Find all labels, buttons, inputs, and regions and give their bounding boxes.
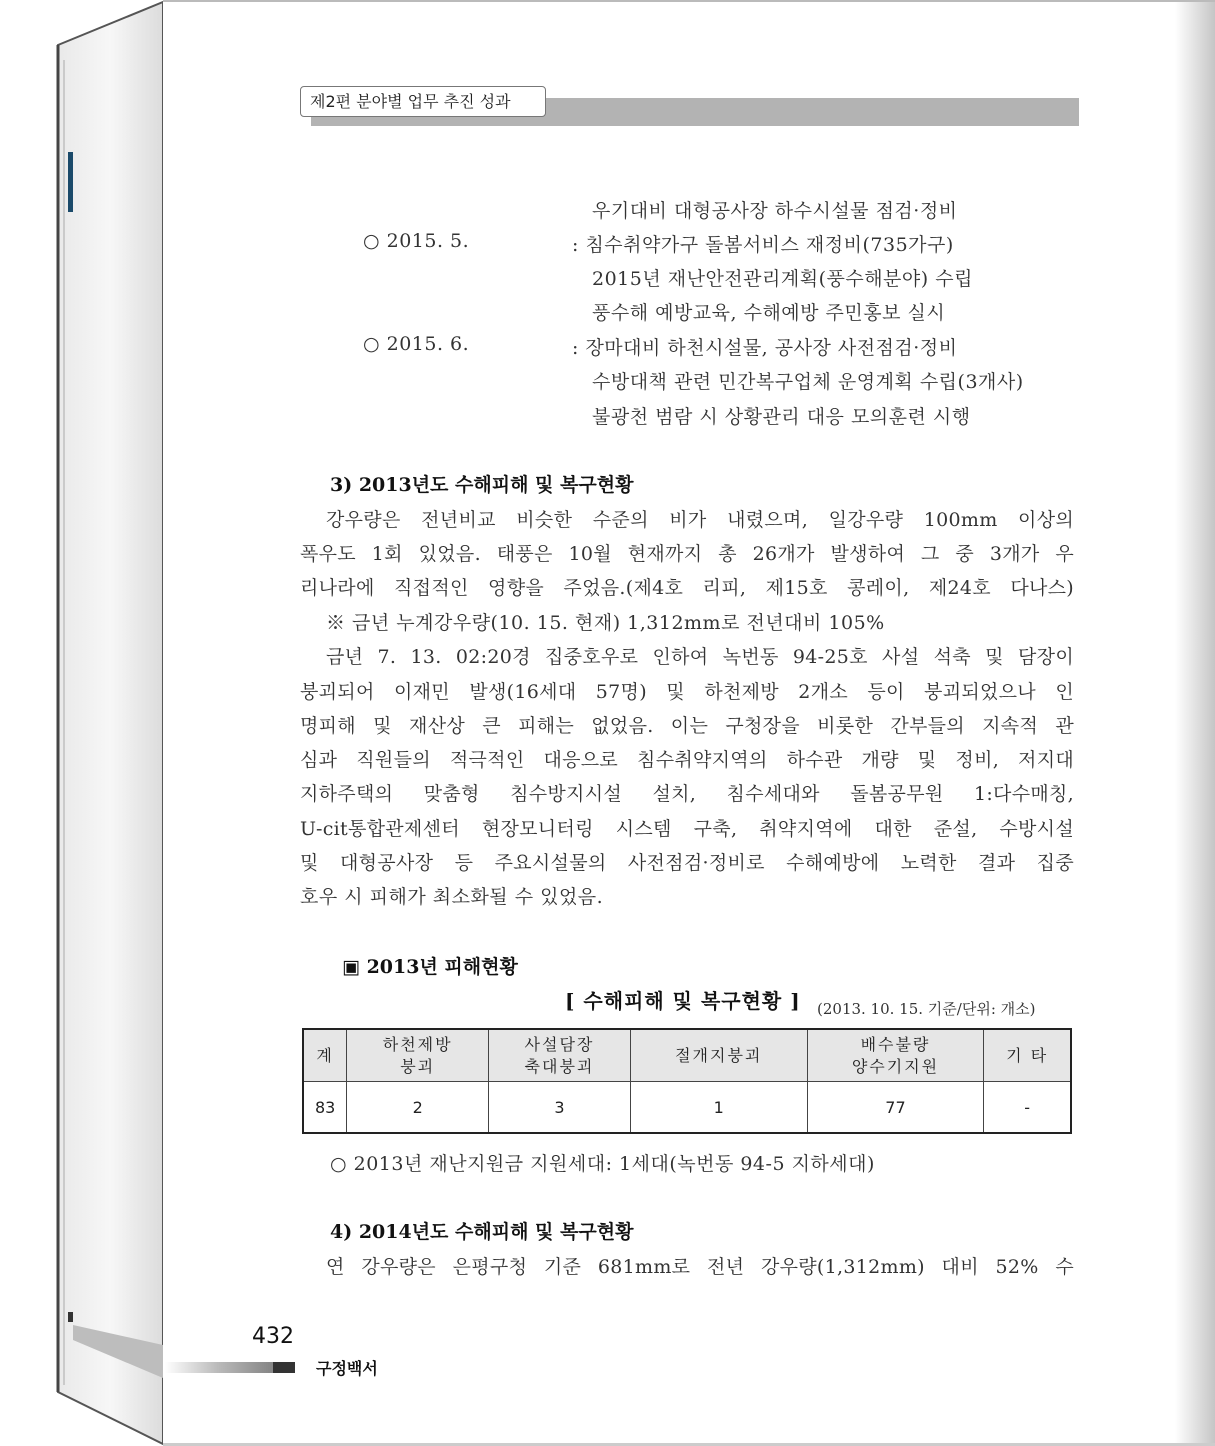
paragraph-line: 금년 7. 13. 02:20경 집중호우로 인하여 녹번동 94-25호 사설 석축 및 담장이 — [326, 646, 1074, 668]
schedule-line: 2015년 재난안전관리계획(풍수해분야) 수립 — [592, 268, 973, 290]
table-cell: 3 — [489, 1082, 631, 1134]
table-header-cell: 계 — [303, 1029, 347, 1082]
damage-subheading: ▣ 2013년 피해현황 — [342, 956, 518, 978]
table-title: [ 수해피해 및 복구현황 ] — [565, 989, 801, 1013]
schedule-line: 불광천 범람 시 상황관리 대응 모의훈련 시행 — [592, 406, 971, 428]
chapter-header: 제2편 분야별 업무 추진 성과 — [300, 86, 546, 117]
schedule-date: ○ 2015. 6. — [363, 333, 470, 355]
table-cell: 77 — [807, 1082, 984, 1134]
table-cell: 2 — [347, 1082, 489, 1134]
paragraph-line: 리나라에 직접적인 영향을 주었음.(제4호 리피, 제15호 콩레이, 제24호 다나스) — [300, 577, 1074, 599]
table-header-cell: 절개지붕괴 — [630, 1029, 807, 1082]
schedule-line: : 침수취약가구 돌봄서비스 재정비(735가구) — [572, 234, 954, 256]
page-edge-shadow — [1175, 0, 1215, 1446]
rainfall-note: ※ 금년 누계강우량(10. 15. 현재) 1,312mm로 전년대비 105% — [326, 612, 885, 634]
table-header-row — [303, 1029, 1071, 1082]
table-cell: - — [984, 1082, 1071, 1134]
page-number: 432 — [252, 1324, 294, 1349]
schedule-date: ○ 2015. 5. — [363, 230, 470, 252]
page-top-edge — [163, 0, 1215, 2]
schedule-line: 풍수해 예방교육, 수해예방 주민홍보 실시 — [592, 302, 946, 324]
paragraph-line: 폭우도 1회 있었음. 태풍은 10월 현재까지 총 26개가 발생하여 그 중 3개가 우 — [300, 543, 1074, 565]
table-header-cell: 사설담장 축대붕괴 — [489, 1029, 631, 1082]
table-unit-note: (2013. 10. 15. 기준/단위: 개소) — [817, 1000, 1036, 1018]
paragraph-line: 연 강우량은 은평구청 기준 681mm로 전년 강우량(1,312mm) 대비 52% 수 — [326, 1256, 1074, 1278]
support-note: ○ 2013년 재난지원금 지원세대: 1세대(녹번동 94-5 지하세대) — [330, 1153, 875, 1175]
schedule-line: 수방대책 관련 민간복구업체 운영계획 수립(3개사) — [592, 371, 1024, 393]
section-title: 3) 2013년도 수해피해 및 복구현황 — [330, 474, 634, 496]
table-cell: 1 — [630, 1082, 807, 1134]
damage-table — [302, 1028, 1072, 1134]
schedule-line: 우기대비 대형공사장 하수시설물 점검·정비 — [592, 200, 958, 222]
table-cell: 83 — [303, 1082, 347, 1134]
table-header-cell: 배수불량 양수기지원 — [807, 1029, 984, 1082]
table-row — [303, 1082, 1071, 1134]
paragraph-line: 및 대형공사장 등 주요시설물의 사전점검·정비로 수해예방에 노력한 결과 집중 — [300, 852, 1074, 874]
schedule-line: : 장마대비 하천시설물, 공사장 사전점검·정비 — [572, 337, 958, 359]
book-spine — [0, 0, 165, 1446]
footer-block — [273, 1362, 295, 1373]
table-header-cell: 하천제방 붕괴 — [347, 1029, 489, 1082]
paragraph-line: 호우 시 피해가 최소화될 수 있었음. — [300, 886, 604, 908]
table-header-cell: 기 타 — [984, 1029, 1071, 1082]
paragraph-line: 지하주택의 맞춤형 침수방지시설 설치, 침수세대와 돌봄공무원 1:다수매칭, — [300, 783, 1074, 805]
book-title: 구정백서 — [316, 1359, 378, 1378]
paragraph-line: 명피해 및 재산상 큰 피해는 없었음. 이는 구청장을 비롯한 간부들의 지속적 관 — [300, 715, 1074, 737]
paragraph-line: 붕괴되어 이재민 발생(16세대 57명) 및 하천제방 2개소 등이 붕괴되었으나 인 — [300, 681, 1074, 703]
paragraph-line: 심과 직원들의 적극적인 대응으로 침수취약지역의 하수관 개량 및 정비, 저지대 — [300, 749, 1074, 771]
paragraph-line: U-cit통합관제센터 현장모니터링 시스템 구축, 취약지역에 대한 준설, 수방시설 — [300, 818, 1074, 840]
section-title: 4) 2014년도 수해피해 및 복구현황 — [330, 1221, 634, 1243]
paragraph-line: 강우량은 전년비교 비슷한 수준의 비가 내렸으며, 일강우량 100mm 이상의 — [326, 509, 1074, 531]
